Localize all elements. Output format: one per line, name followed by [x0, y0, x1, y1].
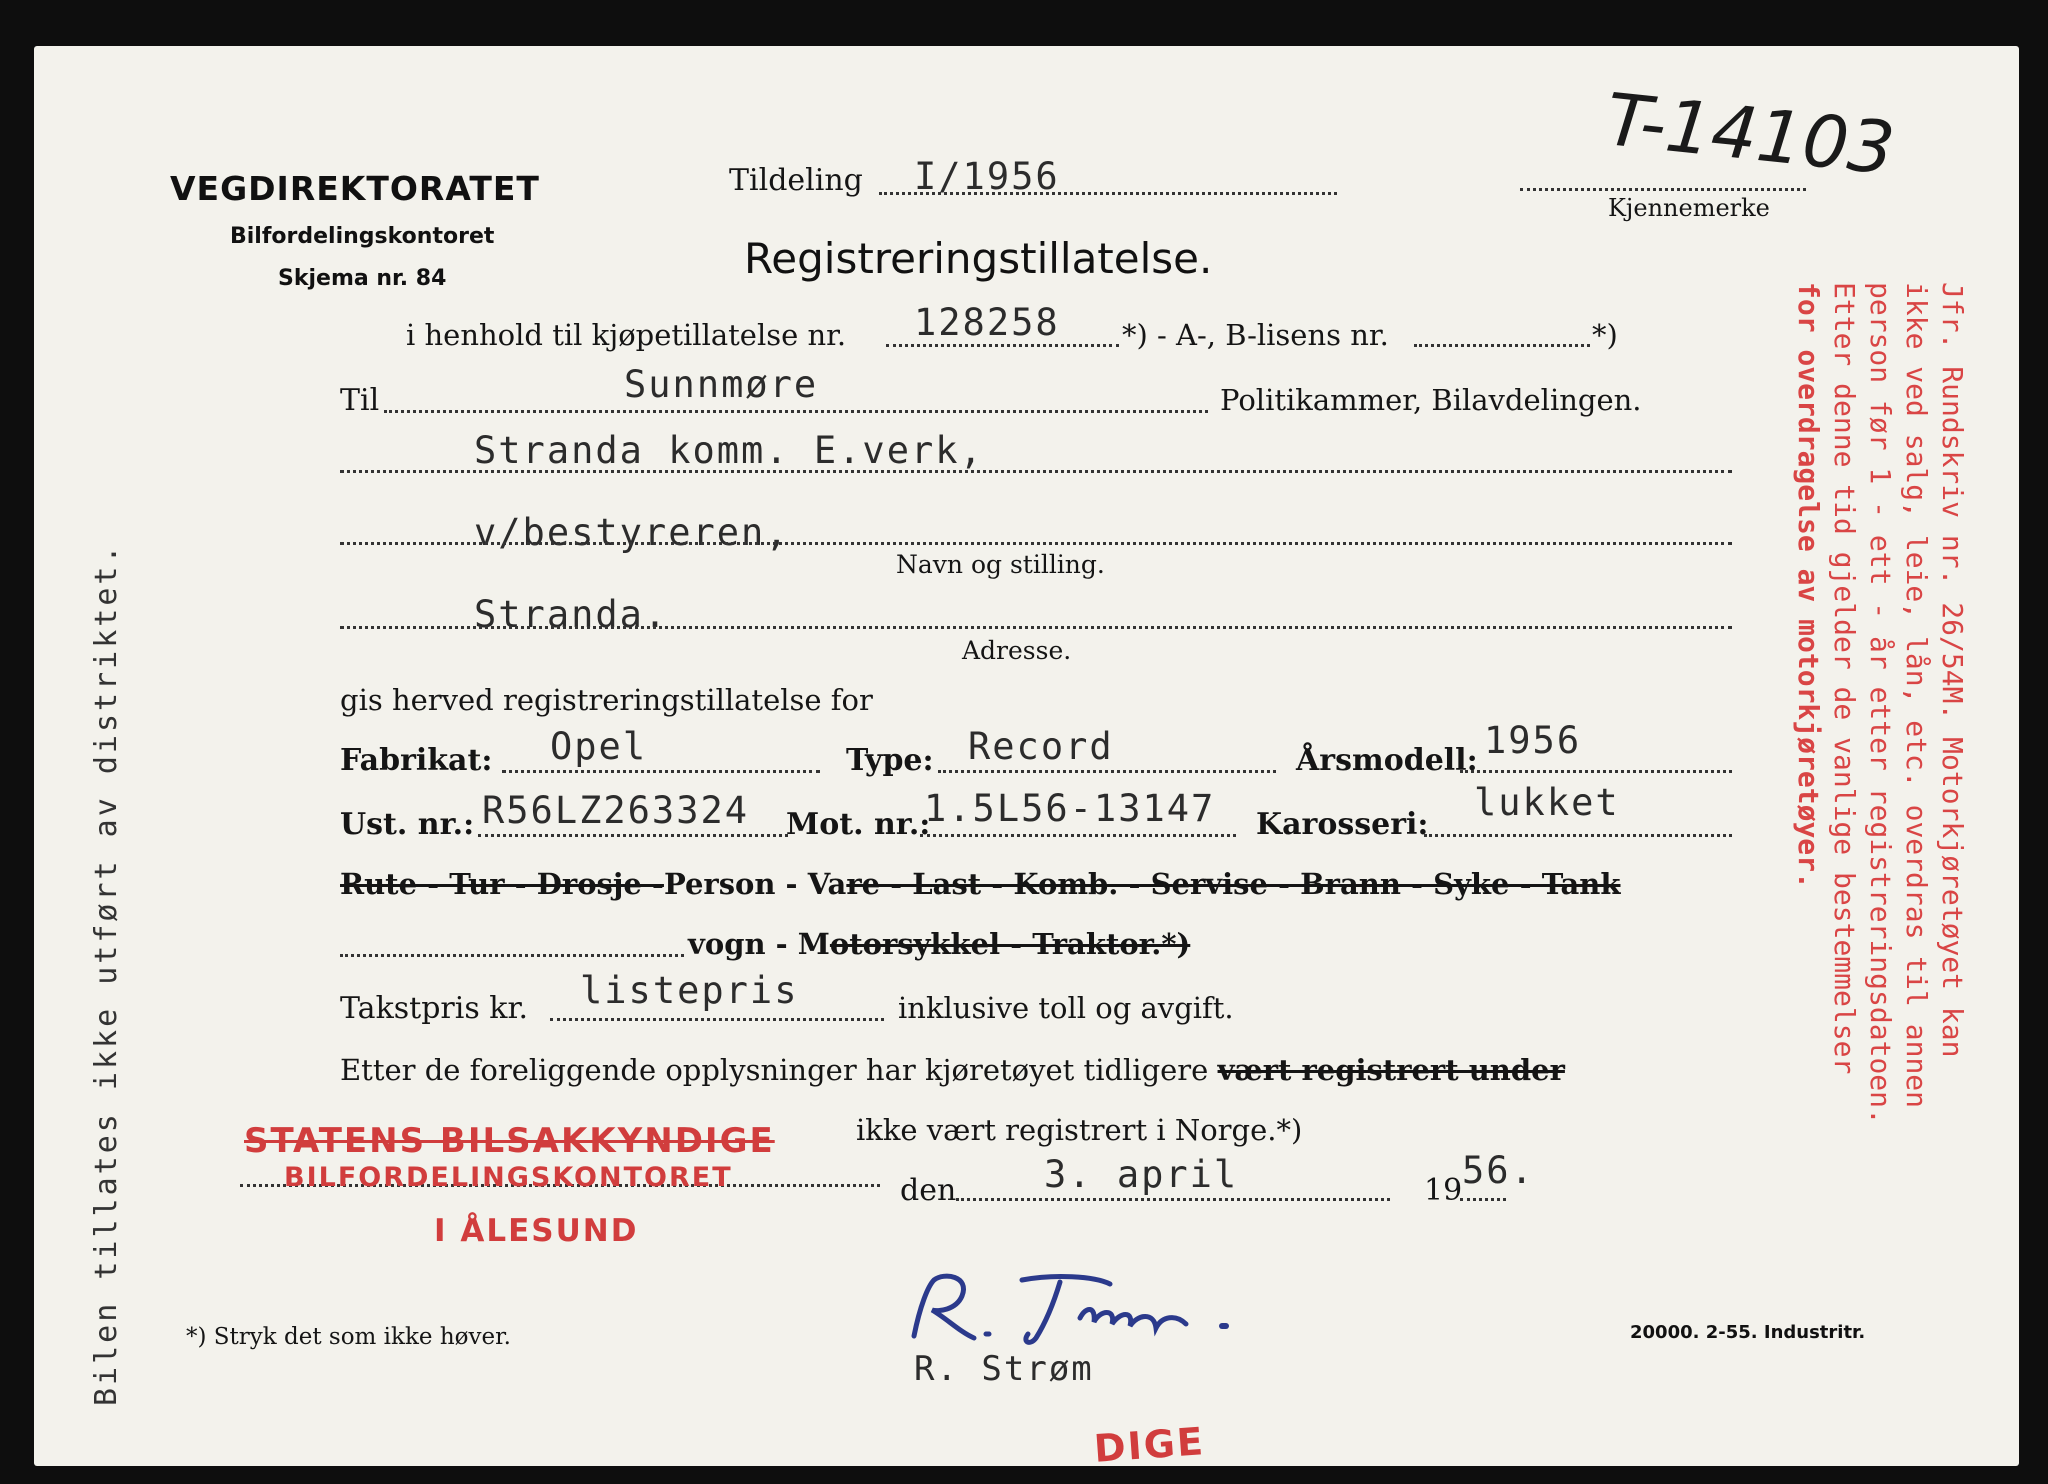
category-struck-2: re - Last - Komb. - Servise - Brann - Syke - Tank	[846, 867, 1621, 901]
prior-text: Etter de foreliggende opplysninger har kjøretøyet tidligere	[340, 1053, 1209, 1087]
kjennemerke-label: Kjennemerke	[1608, 194, 1770, 222]
takst-line	[550, 1018, 884, 1021]
category-struck-1: Rute - Tur - Drosje -	[340, 867, 664, 901]
til-label: Til	[340, 383, 380, 418]
mot-value: 1.5L56-13147	[924, 787, 1216, 830]
form-number: Skjema nr. 84	[278, 266, 447, 291]
date-den-label: den	[900, 1173, 957, 1208]
stamp-bottom-partial: DIGE	[1092, 1419, 1207, 1471]
fabrikat-label: Fabrikat:	[340, 743, 493, 778]
mot-label: Mot. nr.:	[786, 807, 931, 842]
type-line	[938, 770, 1276, 773]
side-note-line-4: Etter denne tid gjelder de vanlige bestemmelser	[1828, 282, 1861, 1075]
category-person: Person - Va	[663, 867, 847, 901]
vogn-line	[340, 954, 684, 957]
signature-name: R. Strøm	[914, 1349, 1094, 1389]
footnote: *) Stryk det som ikke høver.	[186, 1324, 511, 1350]
stamp-line-3: I ÅLESUND	[434, 1213, 639, 1249]
left-margin-note: Bilen tillates ikke utført av distriktet.	[89, 542, 124, 1406]
address-line	[340, 626, 1732, 629]
date-value: 3. april	[1044, 1153, 1239, 1196]
side-note-line-3: person før 1 - ett - år etter registreringsdatoen.	[1864, 282, 1897, 1125]
kjennemerke-line	[1520, 188, 1806, 191]
side-note-line-5: for overdragelse av motorkjøretøyer.	[1792, 282, 1825, 889]
karosseri-value: lukket	[1474, 781, 1620, 824]
ust-label: Ust. nr.:	[340, 807, 475, 842]
year-line	[1460, 1198, 1506, 1201]
form-title: Registreringstillatelse.	[744, 234, 1213, 283]
tildeling-label: Tildeling	[729, 163, 863, 198]
handwritten-reference: T-14103	[1602, 77, 1899, 191]
category-line	[340, 867, 1621, 901]
arsmodell-value: 1956	[1484, 719, 1582, 762]
vogn-line-text	[688, 927, 1191, 961]
permit-suffix: *)	[1592, 318, 1618, 352]
handwritten-signature	[904, 1266, 1324, 1356]
recipient-name-line2: v/bestyreren,	[474, 511, 790, 554]
org-name: VEGDIREKTORATET	[170, 169, 540, 208]
recipient-name-line1: Stranda komm. E.verk,	[474, 429, 984, 472]
arsmodell-label: Årsmodell:	[1296, 743, 1478, 778]
type-label: Type:	[846, 743, 934, 778]
stamp-line-1: STATENS BILSAKKYNDIGE	[244, 1121, 775, 1161]
year-prefix: 19	[1424, 1173, 1463, 1208]
address-caption: Adresse.	[962, 636, 1072, 665]
takst-label: Takstpris kr.	[340, 991, 529, 1026]
karosseri-line	[1424, 834, 1732, 837]
vehicle-intro: gis herved registreringstillatelse for	[340, 683, 873, 717]
til-suffix: Politikammer, Bilavdelingen.	[1220, 383, 1642, 417]
vogn-label: vogn - M	[688, 927, 830, 961]
til-line	[384, 410, 1208, 413]
name-caption: Navn og stilling.	[896, 550, 1105, 579]
type-value: Record	[968, 725, 1114, 768]
permit-number-line	[886, 344, 1119, 347]
side-note-line-2: ikke ved salg, leie, lån, etc. overdras til annen	[1900, 282, 1933, 1109]
karosseri-label: Karosseri:	[1256, 807, 1429, 842]
lisens-number-line	[1414, 344, 1590, 347]
date-line	[956, 1198, 1390, 1201]
arsmodell-line	[1460, 770, 1732, 773]
fabrikat-value: Opel	[550, 725, 648, 768]
stamp-line-2: BILFORDELINGSKONTORET	[284, 1162, 733, 1193]
takst-value: listepris	[580, 969, 799, 1012]
name-line-1	[340, 470, 1732, 473]
year-suffix: 56.	[1462, 1149, 1535, 1192]
recipient-address: Stranda.	[474, 593, 669, 636]
permit-prefix: i henhold til kjøpetillatelse nr.	[406, 318, 847, 352]
ust-line	[478, 834, 788, 837]
document-sheet	[34, 46, 2019, 1471]
permit-mid: *) - A-, B-lisens nr.	[1122, 318, 1389, 352]
office-name: Bilfordelingskontoret	[230, 224, 495, 249]
til-value: Sunnmøre	[624, 363, 819, 406]
name-line-2	[340, 542, 1732, 545]
ust-value: R56LZ263324	[482, 789, 750, 832]
side-note-line-1: Jfr. Rundskriv nr. 26/54M. Motorkjøretøyet kan	[1936, 282, 1969, 1058]
mot-line	[920, 834, 1236, 837]
takst-suffix: inklusive toll og avgift.	[898, 991, 1234, 1025]
fabrikat-line	[502, 770, 820, 773]
prior-registration	[340, 1053, 1565, 1087]
vogn-struck: otorsykkel - Traktor.*)	[829, 927, 1191, 961]
not-registered: ikke vært registrert i Norge.*)	[856, 1113, 1303, 1147]
tildeling-value: I/1956	[914, 155, 1060, 198]
prior-struck: vært registrert under	[1217, 1053, 1565, 1087]
permit-number: 128258	[914, 301, 1060, 344]
printer-code: 20000. 2-55. Industritr.	[1630, 1322, 1866, 1343]
